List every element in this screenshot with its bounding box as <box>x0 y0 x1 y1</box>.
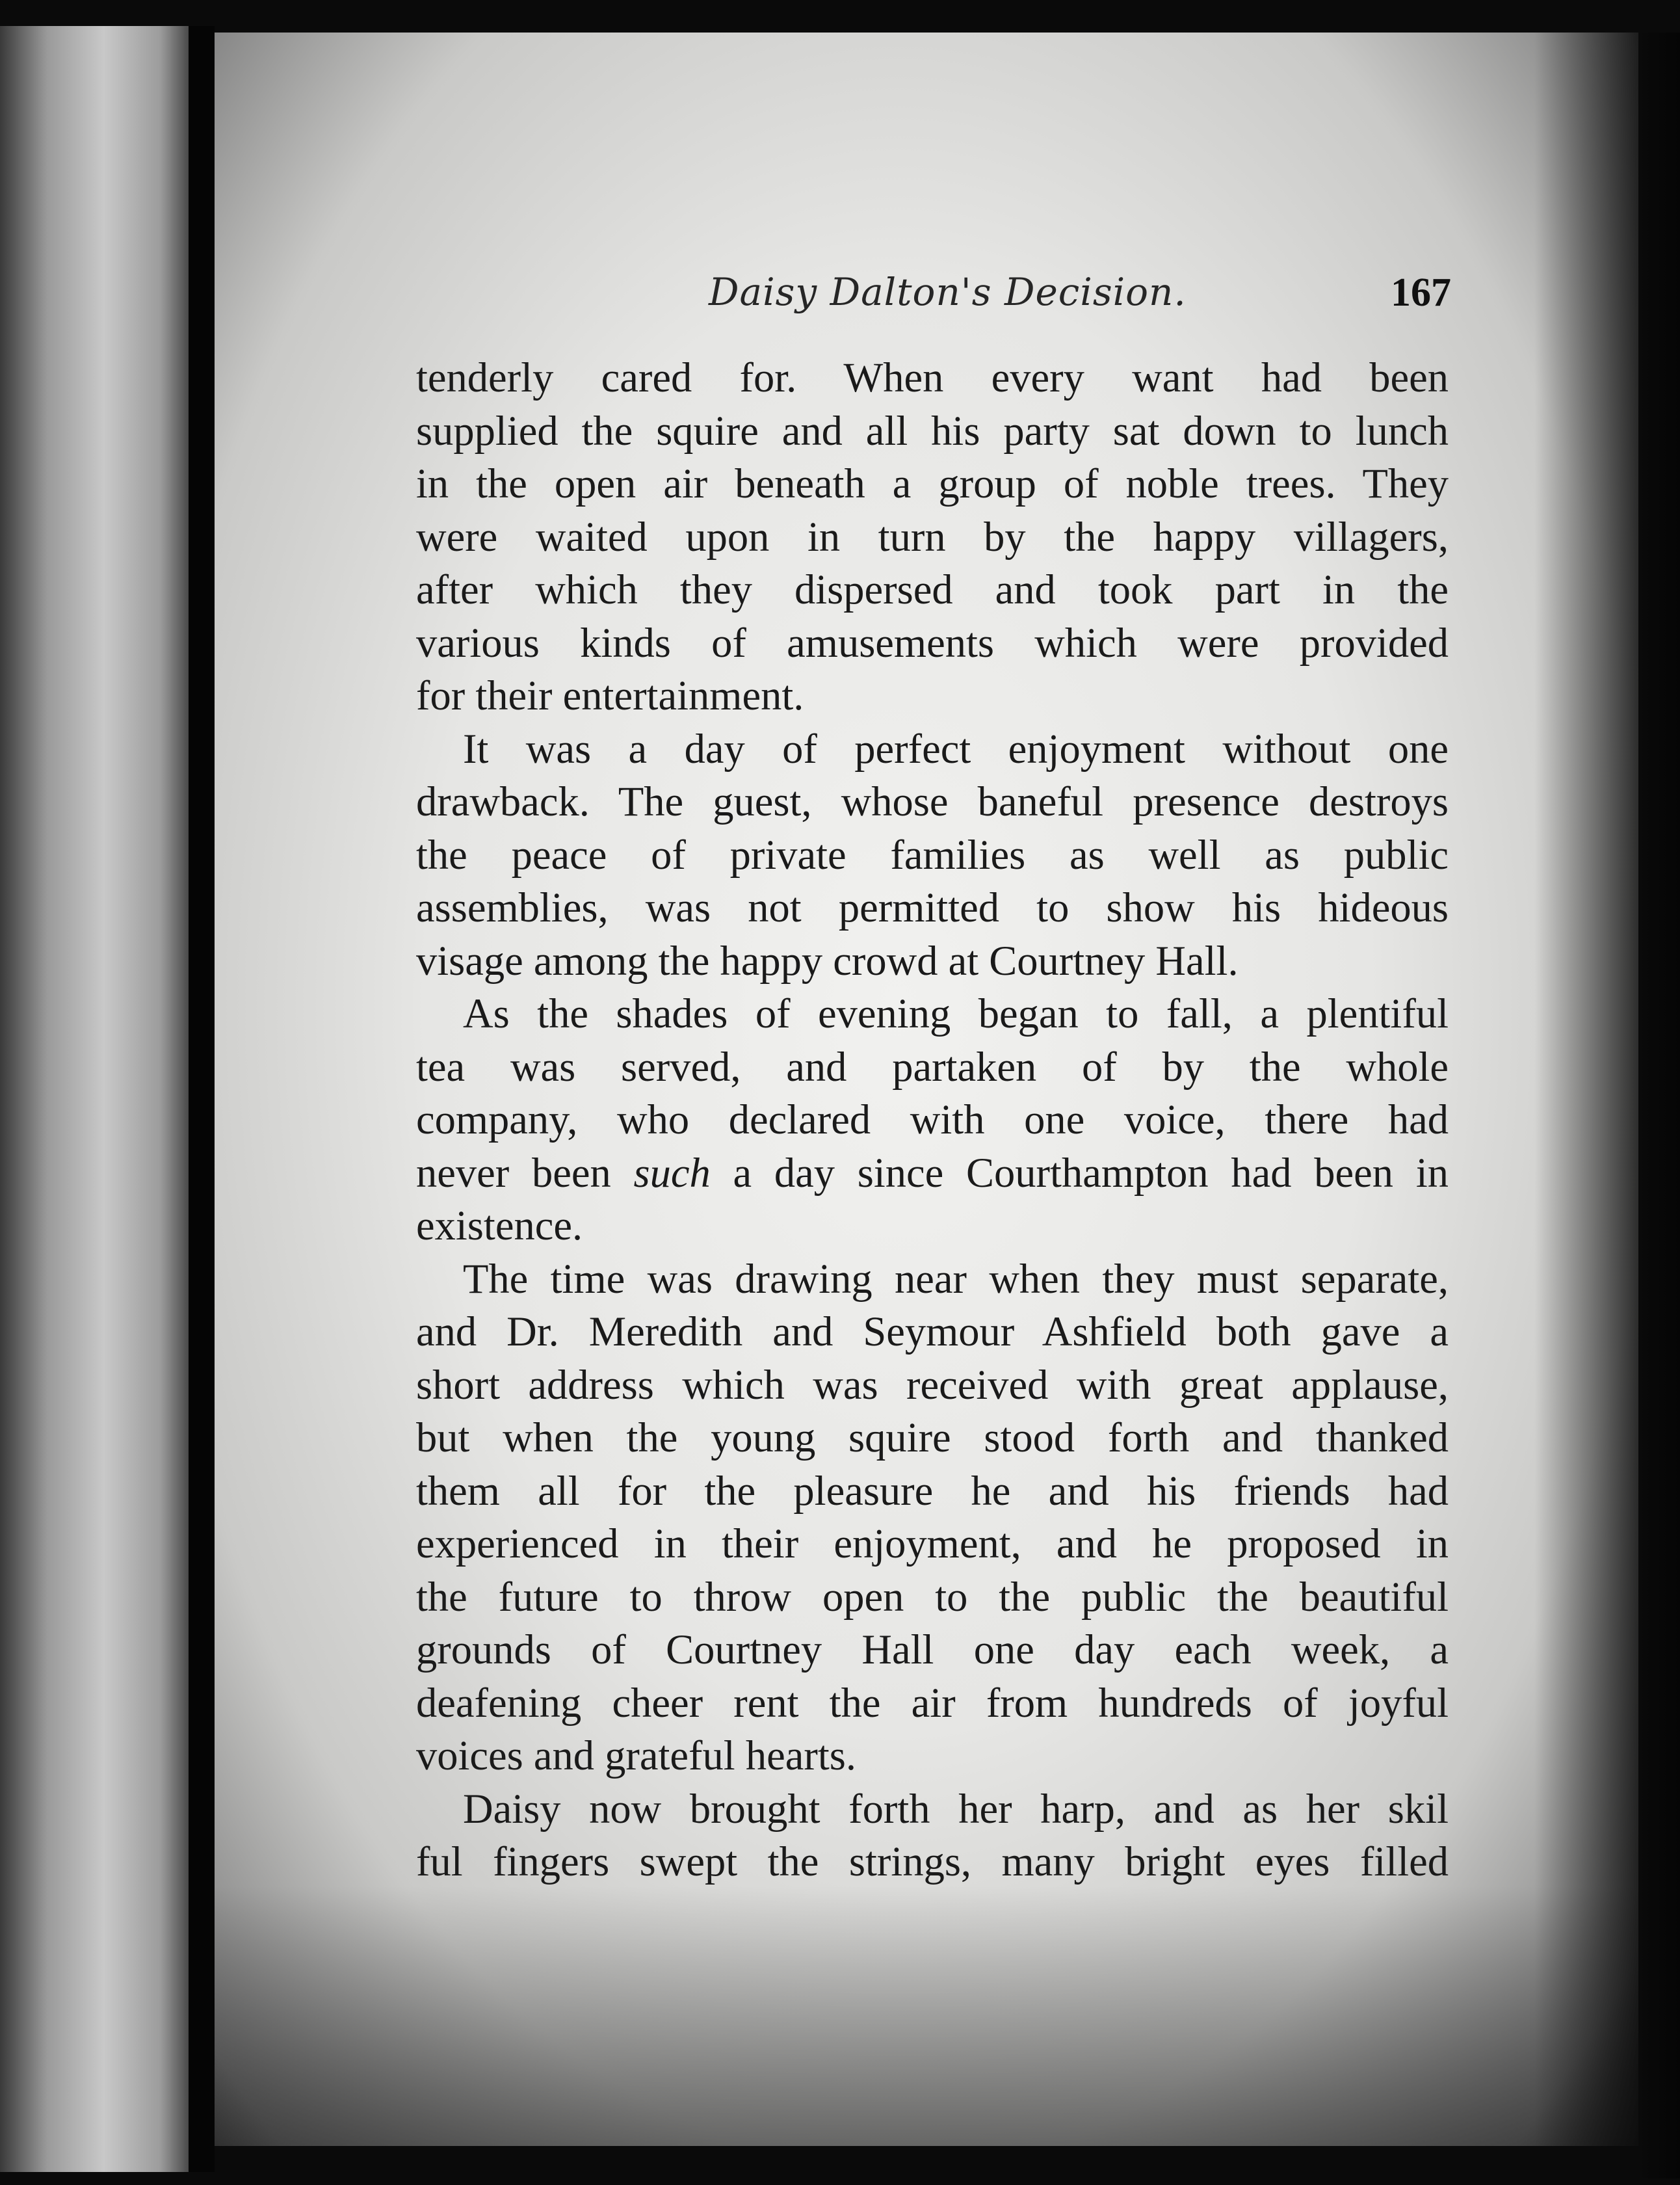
text-line: for their entertainment. <box>416 672 804 719</box>
page-shadow-bottom <box>215 1886 1638 2146</box>
text-line: drawback. The guest, whose baneful presence destroys <box>416 778 1449 825</box>
text-line: tea was served, and partaken of by the whole <box>416 1043 1449 1090</box>
text-line: experienced in their enjoyment, and he proposed in <box>416 1520 1449 1567</box>
text-line: and Dr. Meredith and Seymour Ashfield both gave a <box>416 1308 1449 1355</box>
text-line: various kinds of amusements which were provided <box>416 619 1449 666</box>
book-spine <box>189 26 215 2172</box>
text-line: As the shades of evening began to fall, a plentiful <box>463 990 1449 1037</box>
text-line: assemblies, was not permitted to show his hideous <box>416 884 1449 931</box>
text-line-with-italic <box>416 1146 1449 1200</box>
text-line: It was a day of perfect enjoyment without one <box>463 725 1449 772</box>
text-line: grounds of Courtney Hall one day each week, a <box>416 1626 1449 1673</box>
paragraph-3 <box>416 987 1449 1252</box>
text-line: The time was drawing near when they must separate, <box>463 1255 1449 1302</box>
text-line: were waited upon in turn by the happy villagers, <box>416 513 1449 560</box>
previous-page-edge <box>0 26 189 2172</box>
text-line: short address which was received with great applause, <box>416 1361 1449 1408</box>
text-line: company, who declared with one voice, there had <box>416 1096 1449 1143</box>
page-header <box>416 270 1456 335</box>
text-line: in the open air beneath a group of noble trees. They <box>416 460 1449 507</box>
text-line: the future to throw open to the public the beautiful <box>416 1573 1449 1620</box>
text-line: ful fingers swept the strings, many bright eyes filled <box>416 1838 1449 1885</box>
text-segment: a day since Courthampton had been in <box>710 1149 1449 1196</box>
page-number: 167 <box>1391 271 1451 315</box>
paragraph-4 <box>416 1252 1449 1782</box>
paragraph-5 <box>416 1782 1449 1888</box>
text-segment: never been <box>416 1149 634 1196</box>
text-line: them all for the pleasure he and his friends had <box>416 1467 1449 1514</box>
page-shadow-right <box>1534 33 1680 2178</box>
body-text <box>416 351 1449 1888</box>
text-line: the peace of private families as well as public <box>416 831 1449 878</box>
italic-word: such <box>633 1149 711 1196</box>
text-line: voices and grateful hearts. <box>416 1732 856 1779</box>
running-title: Daisy Dalton's Decision. <box>709 270 1187 314</box>
text-line: supplied the squire and all his party sat down to lunch <box>416 407 1449 454</box>
text-line: but when the young squire stood forth and thanked <box>416 1414 1449 1461</box>
text-line: visage among the happy crowd at Courtney Hall. <box>416 937 1239 984</box>
text-line: after which they dispersed and took part in the <box>416 566 1449 613</box>
text-line: existence. <box>416 1202 583 1249</box>
text-line: deafening cheer rent the air from hundreds of joyful <box>416 1679 1449 1726</box>
paragraph-1 <box>416 351 1449 722</box>
text-line: tenderly cared for. When every want had been <box>416 354 1449 401</box>
paragraph-2 <box>416 722 1449 988</box>
text-line: Daisy now brought forth her harp, and as her skil <box>463 1785 1449 1832</box>
